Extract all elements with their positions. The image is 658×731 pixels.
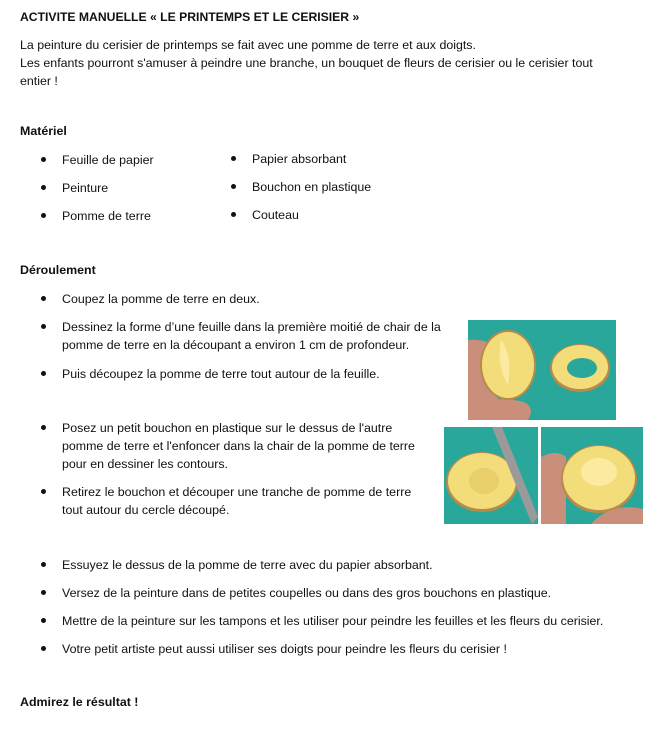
bullet-icon [41, 646, 46, 651]
conclusion: Admirez le résultat ! [20, 695, 139, 709]
bullet-icon [41, 425, 46, 430]
list-item: Peinture [62, 181, 109, 195]
bullet-icon [41, 562, 46, 567]
list-item: Retirez le bouchon et découper une tranche de pomme de terre [62, 485, 412, 499]
materiel-heading: Matériel [20, 124, 67, 138]
list-item: Papier absorbant [252, 152, 347, 166]
bullet-icon [41, 371, 46, 376]
photo-potato-stamp [541, 427, 643, 524]
bullet-icon [41, 213, 46, 218]
bullet-icon [41, 157, 46, 162]
photo-cork-imprint-potato [444, 427, 538, 524]
intro-paragraph [20, 36, 593, 90]
list-item: Coupez la pomme de terre en deux. [62, 292, 260, 306]
bullet-icon [231, 156, 236, 161]
list-item: Votre petit artiste peut aussi utiliser ses doigts pour peindre les fleurs du cerisier ! [62, 642, 507, 656]
list-item-continued: pomme de terre et l'enfoncer dans la chair de la pomme de terre [62, 439, 415, 453]
list-item: Essuyez le dessus de la pomme de terre avec du papier absorbant. [62, 558, 433, 572]
list-item-continued: pour en dessiner les contours. [62, 457, 228, 471]
bullet-icon [41, 618, 46, 623]
list-item: Couteau [252, 208, 299, 222]
list-item: Dessinez la forme d’une feuille dans la première moitié de chair de la [62, 320, 441, 334]
photo-leaf-cut-potato [468, 320, 616, 420]
intro-line: entier ! [20, 74, 58, 88]
list-item: Mettre de la peinture sur les tampons et les utiliser pour peindre les feuilles et les fleurs du cerisier. [62, 614, 604, 628]
bullet-icon [231, 212, 236, 217]
list-item: Posez un petit bouchon en plastique sur le dessus de l'autre [62, 421, 393, 435]
bullet-icon [41, 296, 46, 301]
list-item: Puis découpez la pomme de terre tout autour de la feuille. [62, 367, 380, 381]
list-item: Bouchon en plastique [252, 180, 372, 194]
deroulement-heading: Déroulement [20, 263, 96, 277]
page-title: ACTIVITE MANUELLE « LE PRINTEMPS ET LE CERISIER » [20, 10, 360, 24]
list-item: Feuille de papier [62, 153, 154, 167]
bullet-icon [231, 184, 236, 189]
bullet-icon [41, 324, 46, 329]
bullet-icon [41, 590, 46, 595]
bullet-icon [41, 185, 46, 190]
bullet-icon [41, 489, 46, 494]
intro-line: La peinture du cerisier de printemps se fait avec une pomme de terre et aux doigts. [20, 38, 476, 52]
list-item: Pomme de terre [62, 209, 151, 223]
list-item: Versez de la peinture dans de petites coupelles ou dans des gros bouchons en plastique. [62, 586, 552, 600]
intro-line: Les enfants pourront s'amuser à peindre une branche, un bouquet de fleurs de cerisier ou le cerisier tout [20, 56, 593, 70]
list-item-continued: pomme de terre en la découpant a environ 1 cm de profondeur. [62, 338, 410, 352]
list-item-continued: tout autour du cercle découpé. [62, 503, 230, 517]
